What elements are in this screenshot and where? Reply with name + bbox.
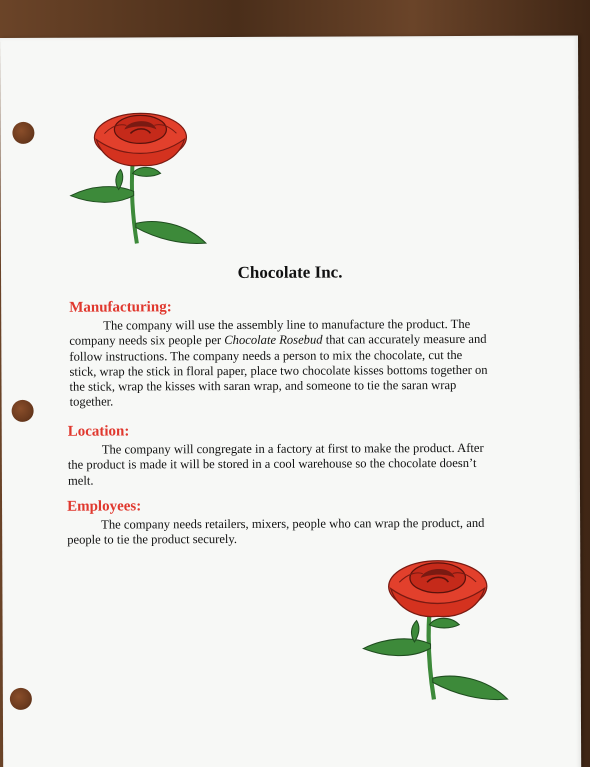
body-line: The company will use the assembly line to manufacture the product. The <box>103 316 471 333</box>
body-line: the product is made it will be stored in a cool warehouse so the chocolate doesn’t <box>67 456 477 473</box>
body-line: follow instructions. The company needs a person to mix the chocolate, cut the <box>69 347 463 364</box>
section-heading-manufacturing: Manufacturing: <box>69 299 172 316</box>
section-heading-employees: Employees: <box>67 498 142 515</box>
document-title: Chocolate Inc. <box>237 262 343 282</box>
body-line: The company will congregate in a factory at first to make the product. After <box>101 440 484 457</box>
body-line: stick, wrap the stick in floral paper, place two chocolate kisses bottoms together on <box>69 362 488 379</box>
body-line: company needs six people per Chocolate Rosebud that can accurately measure and <box>69 332 487 348</box>
section-body-location <box>68 441 516 489</box>
section-body-employees <box>67 516 515 549</box>
product-name: Chocolate Rosebud <box>224 332 323 348</box>
section-body-manufacturing <box>69 317 517 411</box>
body-line: people to tie the product securely. <box>67 532 238 548</box>
body-line: melt. <box>67 473 94 488</box>
rose-icon <box>352 550 513 711</box>
paper-sheet <box>0 35 581 767</box>
body-line: the stick, wrap the kisses with saran wrap, and someone to tie the saran wrap <box>69 378 457 394</box>
body-line: together. <box>69 394 114 410</box>
section-heading-location: Location: <box>67 423 130 440</box>
binder-hole-icon <box>10 688 32 710</box>
body-line: The company needs retailers, mixers, people who can wrap the product, and <box>101 515 485 532</box>
rose-icon <box>60 103 211 254</box>
binder-hole-icon <box>12 400 34 422</box>
binder-hole-icon <box>12 122 34 144</box>
